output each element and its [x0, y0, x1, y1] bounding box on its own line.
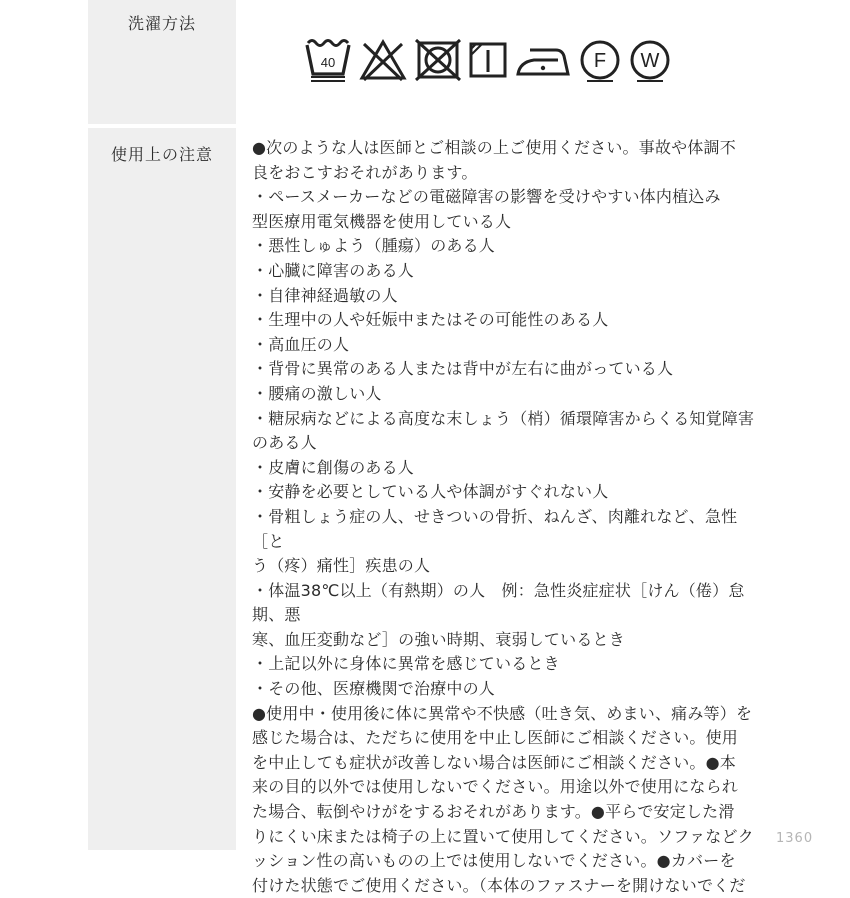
- care-symbols: [304, 35, 678, 85]
- caution-line: ●次のような人は医師とご相談の上ご使用ください。事故や体調不: [252, 138, 736, 157]
- caution-line: ・骨粗しょう症の人、せきついの骨折、ねんざ、肉離れなど、急性［と: [252, 506, 738, 551]
- caution-line: のある人: [252, 433, 317, 453]
- caution-line: 来の目的以外では使用しないでください。用途以外で使用になられ: [252, 777, 739, 797]
- caution-line: ・高血圧の人: [252, 334, 350, 354]
- caution-line: ッション性の高いものの上では使用しないでください。●カバーを: [252, 851, 736, 871]
- caution-line: ・上記以外に身体に異常を感じているとき: [252, 654, 560, 674]
- iron-low-icon: [514, 40, 572, 80]
- caution-line: ・ペースメーカーなどの電磁障害の影響を受けやすい体内植込み: [252, 187, 721, 207]
- cautions-label-cell: [88, 128, 236, 850]
- line-dry-shade-icon: [468, 40, 508, 80]
- wet-clean-letter: W: [640, 50, 660, 72]
- caution-line: ・自律神経過敏の人: [252, 285, 398, 305]
- caution-line: 型医療用電気機器を使用している人: [252, 211, 512, 231]
- cautions-text: [252, 136, 758, 898]
- caution-line: ・皮膚に創傷のある人: [252, 457, 415, 477]
- caution-line: りにくい床または椅子の上に置いて使用してください。ソファなどク: [252, 826, 754, 846]
- caution-line: ・悪性しゅよう（腫瘍）のある人: [252, 236, 496, 256]
- wash-temperature: 40: [320, 55, 336, 70]
- caution-line: 感じた場合は、ただちに使用を中止し医師にご相談ください。使用: [252, 728, 739, 748]
- caution-line: ・糖尿病などによる高度な末しょう（梢）循環障害からくる知覚障害: [252, 408, 755, 428]
- caution-line: 寒、血圧変動など］の強い時期、衰弱しているとき: [252, 629, 625, 649]
- caution-line: ・腰痛の激しい人: [252, 383, 382, 403]
- wet-clean-w-icon: [628, 38, 672, 82]
- caution-line: ・体温38℃以上（有熱期）の人 例：急性炎症症状［けん（倦）怠期、悪: [252, 580, 745, 625]
- caution-line: を中止しても症状が改善しない場合は医師にご相談ください。●本: [252, 752, 736, 772]
- no-tumble-dry-icon: [414, 38, 462, 82]
- washing-label-cell: [88, 0, 236, 124]
- caution-line: ・生理中の人や妊娠中またはその可能性のある人: [252, 310, 609, 330]
- caution-line: ・安静を必要としている人や体調がすぐれない人: [252, 482, 609, 502]
- no-bleach-icon: [358, 38, 408, 82]
- dry-clean-letter: F: [593, 50, 607, 72]
- washing-label: 洗濯方法: [127, 14, 196, 33]
- caution-line: ●使用中・使用後に体に異常や不快感（吐き気、めまい、痛み等）を: [252, 703, 753, 723]
- caution-line: 良をおこすおそれがあります。: [252, 162, 478, 182]
- caution-line: ・その他、医療機関で治療中の人: [252, 679, 496, 699]
- caution-line: う（疼）痛性］疾患の人: [252, 556, 431, 576]
- page-number: 1360: [776, 831, 814, 846]
- dry-clean-f-icon: [578, 38, 622, 82]
- caution-line: た場合、転倒やけがをするおそれがあります。●平らで安定した滑: [252, 802, 735, 822]
- caution-line: ・背骨に異常のある人または背中が左右に曲がっている人: [252, 359, 674, 379]
- washing-symbols-cell: [236, 0, 764, 124]
- wash-40-icon: [304, 37, 352, 83]
- cautions-label: 使用上の注意: [110, 145, 213, 164]
- caution-line: ・心臓に障害のある人: [252, 260, 415, 280]
- caution-line: 付けた状態でご使用ください。（本体のファスナーを開けないでくだ: [252, 875, 746, 895]
